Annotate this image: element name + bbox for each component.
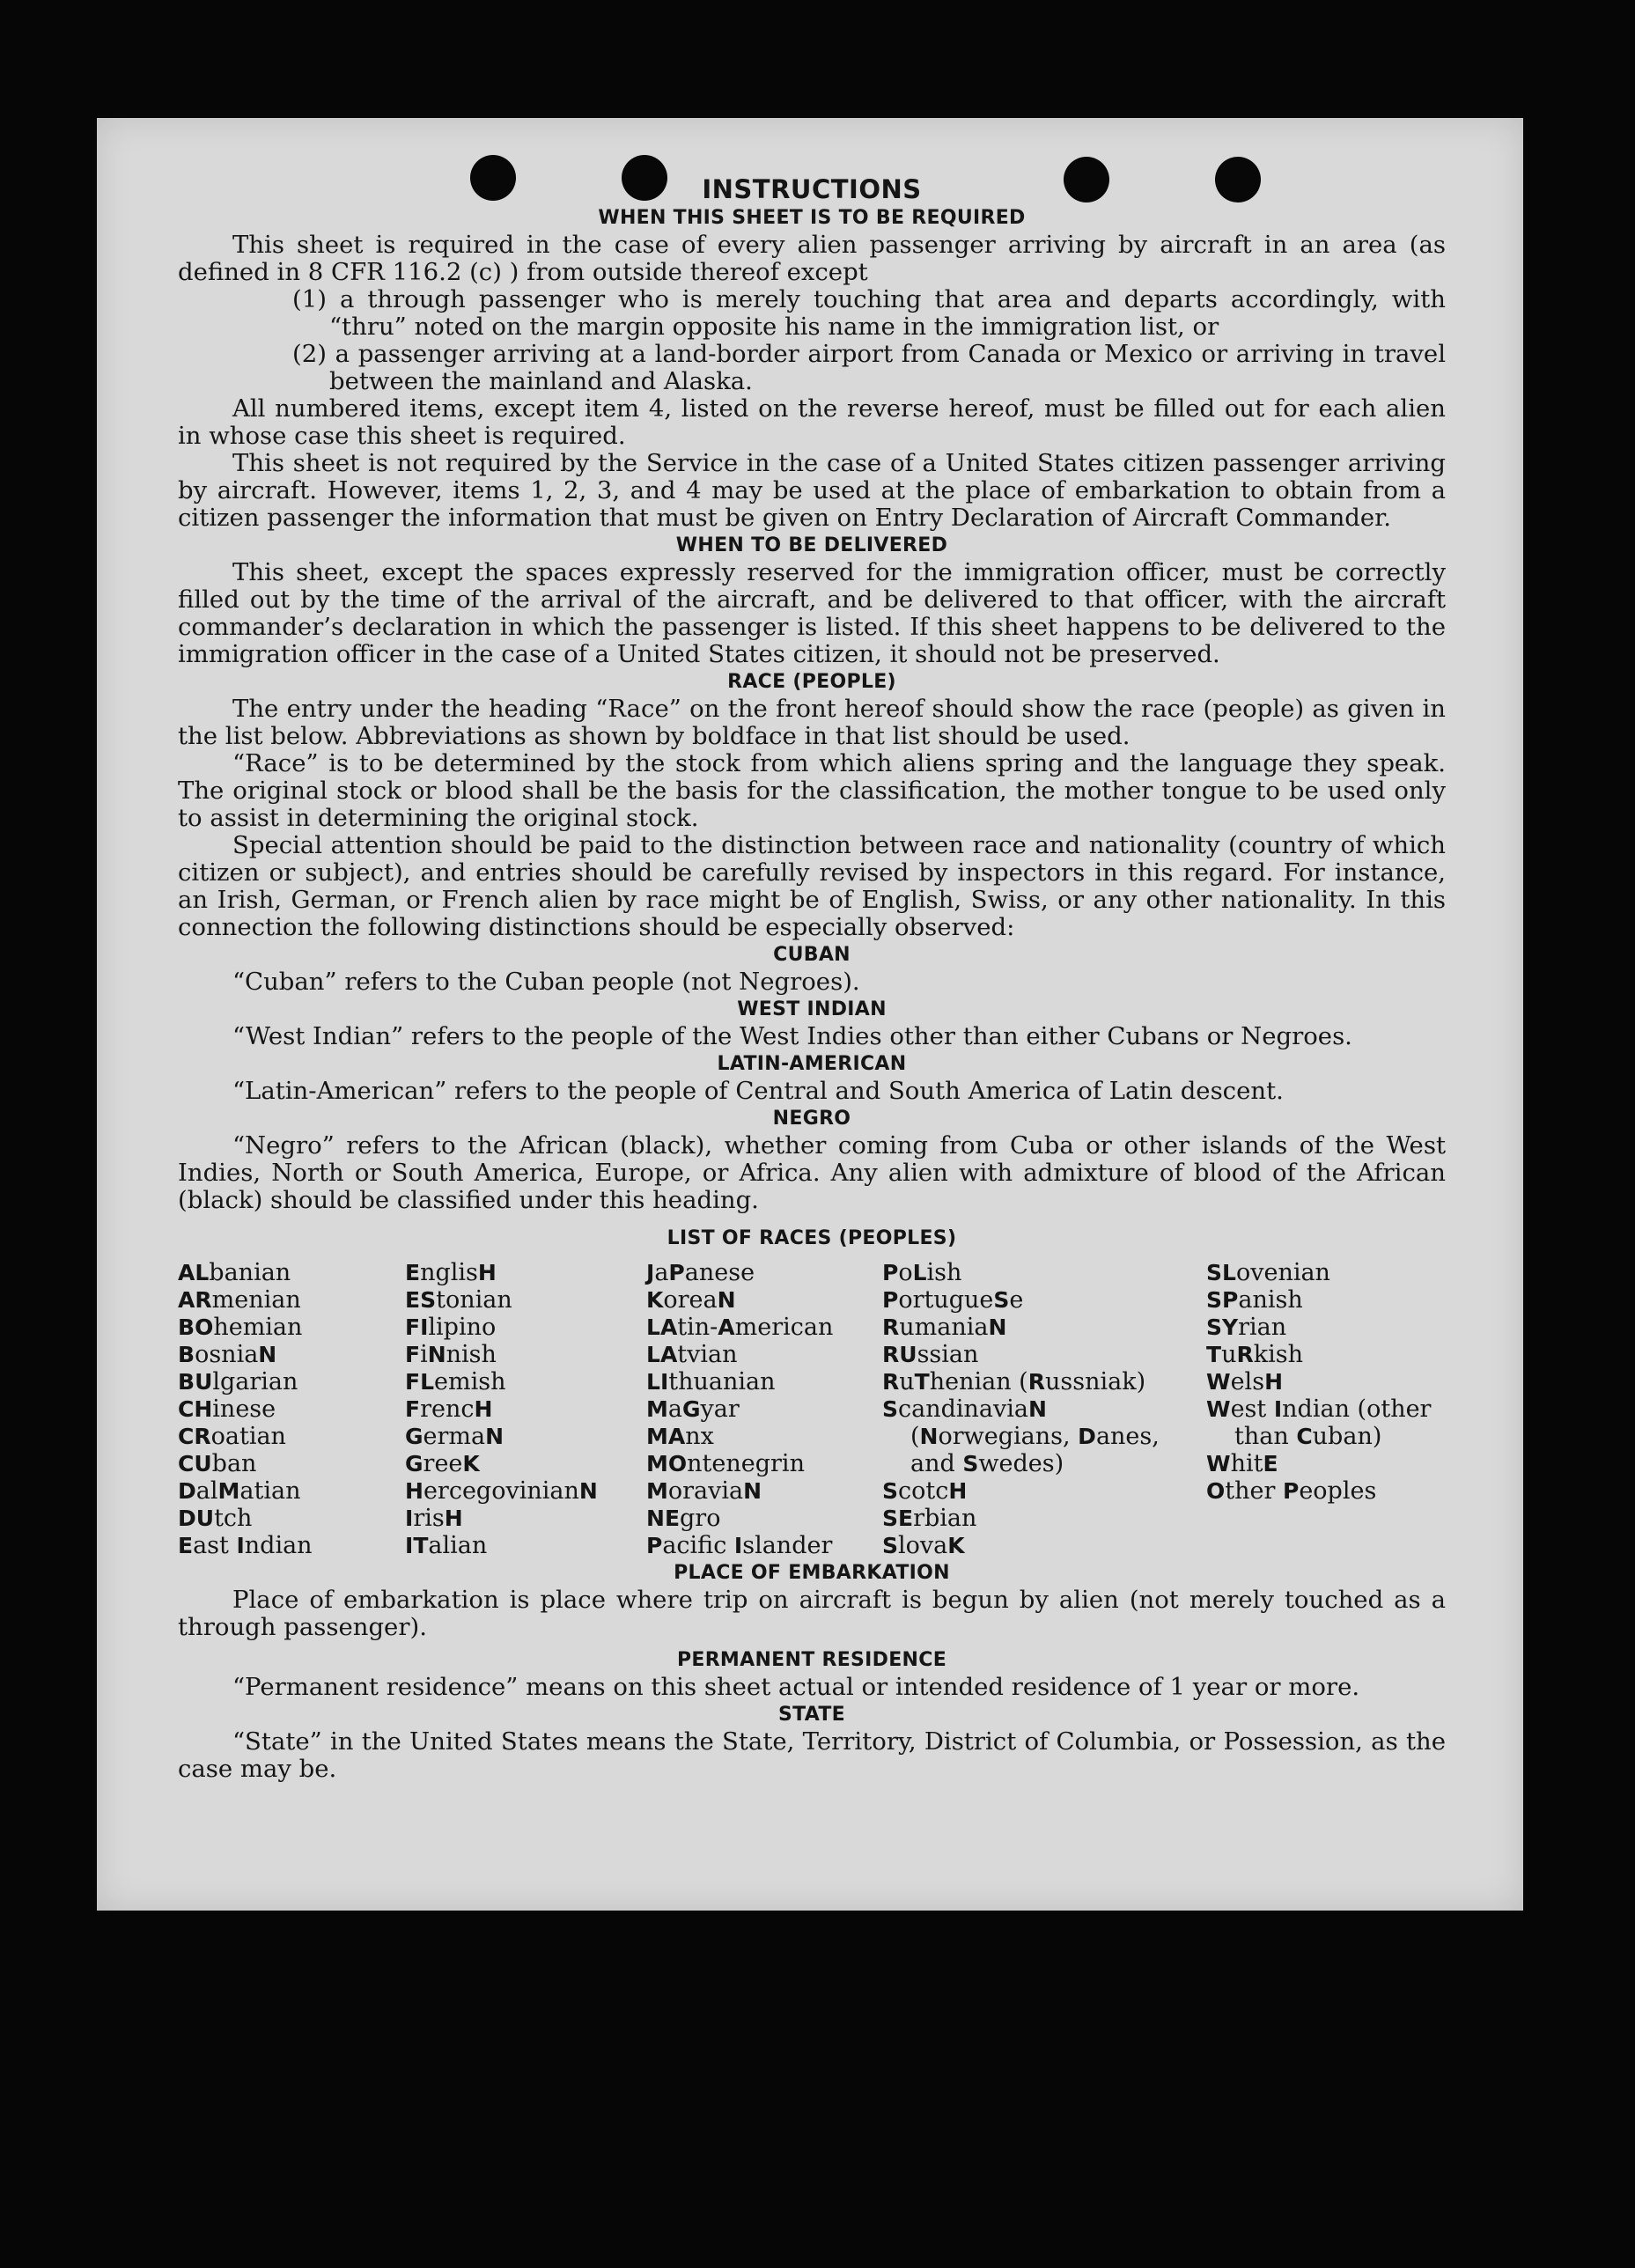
races-column — [646, 1259, 882, 1559]
race-item: FIlipino — [405, 1314, 497, 1341]
race-item: SYrian — [1206, 1314, 1287, 1341]
paragraph: This sheet is not required by the Service in the case of a United States citizen passenger arriving by aircraft. However, items 1, 2, 3, and 4 may be used at the place of embarkation to obtain from a citizen passenger the information that must be given on Entry Declaration of Aircraft Commander. — [178, 449, 1446, 532]
race-item: CUban — [178, 1450, 257, 1477]
race-item: IrisH — [405, 1505, 463, 1532]
document-body — [178, 174, 1446, 1783]
race-item: LAtvian — [646, 1341, 738, 1368]
race-item: DUtch — [178, 1505, 253, 1532]
paragraph: Place of embarkation is place where trip on aircraft is begun by alien (not merely touched as a through passenger). — [178, 1586, 1446, 1641]
race-item: HercegovinianN — [405, 1477, 598, 1505]
paragraph: The entry under the heading “Race” on the front hereof should show the race (people) as given in the list below. Abbreviations as shown by boldface in that list should be used. — [178, 695, 1446, 750]
paragraph: This sheet, except the spaces expressly reserved for the immigration officer, must be correctly filled out by the time of the arrival of the aircraft, and be delivered to that officer, with the aircraft commander’s declaration in which the passenger is listed. If this sheet happens to be delivered to the immigration officer in the case of a United States citizen, it should not be preserved. — [178, 558, 1446, 668]
list-item: (1) a through passenger who is merely touching that area and departs accordingly, with “thru” noted on the margin opposite his name in the immigration list, or — [292, 285, 1446, 341]
race-item: GreeK — [405, 1450, 480, 1477]
race-item: MaGyar — [646, 1395, 740, 1423]
race-item: Pacific Islander — [646, 1532, 833, 1559]
race-item: BOhemian — [178, 1314, 303, 1341]
race-item: KoreaN — [646, 1286, 736, 1314]
race-item: GermaN — [405, 1423, 504, 1450]
section-heading: WEST INDIAN — [737, 998, 887, 1020]
race-item: RuThenian (Russniak) — [882, 1368, 1146, 1395]
paragraph: “State” in the United States means the State, Territory, District of Columbia, or Possession, as the case may be. — [178, 1727, 1446, 1783]
race-item: JaPanese — [646, 1259, 755, 1286]
race-item: ScotcH — [882, 1477, 968, 1505]
section-heading: STATE — [778, 1704, 845, 1726]
race-item: East Indian — [178, 1532, 313, 1559]
paragraph: All numbered items, except item 4, listed on the reverse hereof, must be filled out for each alien in whose case this sheet is required. — [178, 394, 1446, 450]
races-column — [1206, 1259, 1446, 1559]
race-item: ITalian — [405, 1532, 488, 1559]
race-item: MoraviaN — [646, 1477, 762, 1505]
race-item: WhitE — [1206, 1450, 1278, 1477]
race-item: ALbanian — [178, 1259, 291, 1286]
paragraph: “Permanent residence” means on this sheet actual or intended residence of 1 year or more. — [232, 1673, 1360, 1701]
document-page — [97, 118, 1523, 1911]
paragraph: “West Indian” refers to the people of the West Indies other than either Cubans or Negroes. — [232, 1022, 1352, 1050]
section-heading: PERMANENT RESIDENCE — [676, 1649, 947, 1671]
section-heading: PLACE OF EMBARKATION — [674, 1562, 950, 1584]
race-item: LIthuanian — [646, 1368, 776, 1395]
races-column — [882, 1259, 1206, 1559]
race-item: WelsH — [1206, 1368, 1283, 1395]
race-item: LAtin-American — [646, 1314, 834, 1341]
section-heading: LATIN-AMERICAN — [717, 1053, 907, 1075]
race-item: DalMatian — [178, 1477, 301, 1505]
section-heading: CUBAN — [773, 944, 851, 966]
section-heading: RACE (PEOPLE) — [727, 671, 896, 693]
paragraph: “Cuban” refers to the Cuban people (not Negroes). — [232, 968, 860, 996]
race-item: ARmenian — [178, 1286, 301, 1314]
race-item: FrencH — [405, 1395, 493, 1423]
race-item: SPanish — [1206, 1286, 1303, 1314]
race-item: EnglisH — [405, 1259, 497, 1286]
race-item: PoLish — [882, 1259, 962, 1286]
section-heading: NEGRO — [772, 1108, 851, 1130]
race-item: NEgro — [646, 1505, 721, 1532]
race-item: FLemish — [405, 1368, 506, 1395]
race-item: SErbian — [882, 1505, 977, 1532]
race-item: SLovenian — [1206, 1259, 1330, 1286]
race-item: BUlgarian — [178, 1368, 298, 1395]
paragraph: “Race” is to be determined by the stock from which aliens spring and the language they speak. The original stock or blood shall be the basis for the classification, the mother tongue to be used only to assist in determining the original stock. — [178, 749, 1446, 832]
races-column — [405, 1259, 646, 1559]
race-item: RUssian — [882, 1341, 979, 1368]
races-table — [178, 1259, 1446, 1559]
paragraph: “Negro” refers to the African (black), whether coming from Cuba or other islands of the West Indies, North or South America, Europe, or Africa. Any alien with admixture of blood of the African (black) should be classified under this heading. — [178, 1131, 1446, 1214]
race-item: BosniaN — [178, 1341, 277, 1368]
list-item: (2) a passenger arriving at a land-border airport from Canada or Mexico or arriving in travel between the mainland and Alaska. — [292, 340, 1446, 395]
paragraph: Special attention should be paid to the distinction between race and nationality (country of which citizen or subject), and entries should be carefully revised by inspectors in this regard. For instance, an Irish, German, or French alien by race might be of English, Swiss, or any other nationality. In this connection the following distinctions should be especially observed: — [178, 831, 1446, 941]
race-item: PortugueSe — [882, 1286, 1024, 1314]
race-item: West Indian (other than Cuban) — [1206, 1395, 1432, 1450]
race-item: MAnx — [646, 1423, 714, 1450]
race-item: FiNnish — [405, 1341, 497, 1368]
paragraph: “Latin-American” refers to the people of Central and South America of Latin descent. — [232, 1077, 1284, 1105]
section-heading: LIST OF RACES (PEOPLES) — [667, 1227, 957, 1249]
race-item: RumaniaN — [882, 1314, 1007, 1341]
race-item: MOntenegrin — [646, 1450, 805, 1477]
races-column — [178, 1259, 405, 1559]
race-item: CRoatian — [178, 1423, 286, 1450]
paragraph: This sheet is required in the case of every alien passenger arriving by aircraft in an area (as defined in 8 CFR 116.2 (c) ) from outside thereof except — [178, 231, 1446, 286]
race-item: TuRkish — [1206, 1341, 1303, 1368]
race-item: ScandinaviaN (Norwegians, Danes, and Swedes) — [882, 1395, 1160, 1477]
section-heading: WHEN TO BE DELIVERED — [675, 534, 948, 556]
race-item: EStonian — [405, 1286, 512, 1314]
race-item: Other Peoples — [1206, 1477, 1377, 1505]
section-heading: WHEN THIS SHEET IS TO BE REQUIRED — [598, 207, 1026, 229]
race-item: SlovaK — [882, 1532, 965, 1559]
race-item: CHinese — [178, 1395, 276, 1423]
page-title: INSTRUCTIONS — [702, 174, 922, 204]
